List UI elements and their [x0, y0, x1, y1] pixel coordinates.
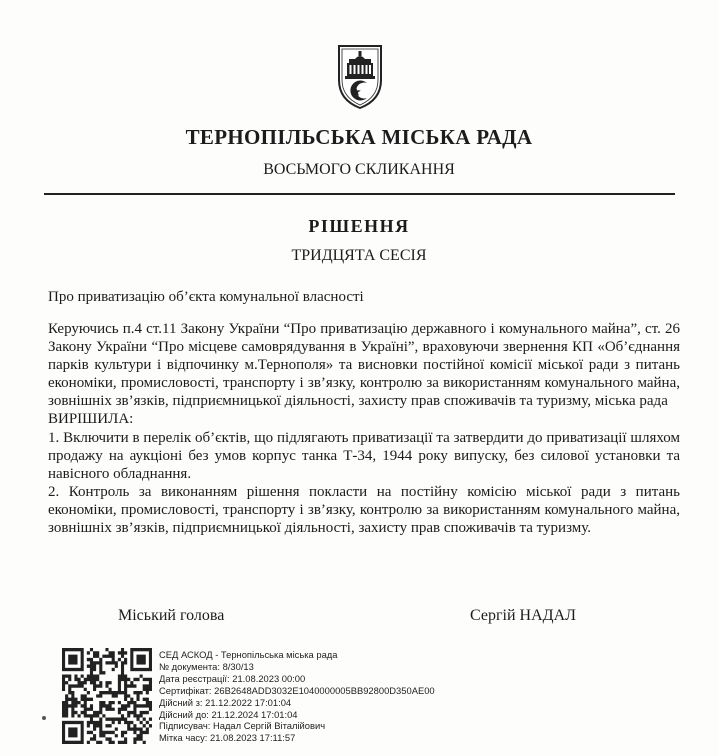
resolved-heading: ВИРІШИЛА: — [48, 411, 134, 428]
decision-item-1: 1. Включити в перелік об’єктів, що підлягають приватизації та затвердити до приватизації шляхом продажу на аукціоні без умов корпус танка Т-34, 1944 року випуску, без силової установки та навісного обладнання. — [48, 429, 680, 482]
electronic-signature-stamp — [159, 649, 435, 744]
edoc-certificate: Сертифікат: 26B2648ADD3032E1040000005BB92800D350AE00 — [159, 684, 435, 696]
document-subject: Про приватизацію об’єкта комунальної власності — [48, 289, 364, 305]
council-name: ТЕРНОПІЛЬСЬКА МІСЬКА РАДА — [185, 125, 533, 149]
edoc-system: СЕД АСКОД - Тернопільська міська рада — [159, 649, 338, 660]
edoc-timestamp: Мітка часу: 21.08.2023 17:11:57 — [159, 732, 296, 744]
edoc-registration-date: Дата реєстрації: 21.08.2023 00:00 — [159, 672, 306, 684]
decision-body — [48, 320, 680, 537]
edoc-signer: Підписувач: Надал Сергій Віталійович — [159, 720, 326, 732]
edoc-doc-number: № документа: 8/30/13 — [159, 660, 254, 672]
convocation: ВОСЬМОГО СКЛИКАННЯ — [263, 161, 455, 178]
signatory-title: Міський голова — [118, 607, 225, 624]
city-coat-of-arms-icon — [337, 40, 383, 110]
document-type-title: РІШЕННЯ — [308, 216, 410, 236]
header-divider — [44, 193, 675, 195]
edoc-valid-from: Дійсний з: 21.12.2022 17:01:04 — [159, 696, 292, 708]
scan-speck — [42, 716, 46, 720]
qr-code-icon — [62, 648, 152, 744]
edoc-valid-to: Дійсний до: 21.12.2024 17:01:04 — [159, 708, 298, 720]
signatory-name: Сергій НАДАЛ — [470, 607, 576, 624]
decision-item-2: 2. Контроль за виконанням рішення покласти на постійну комісію міської ради з питань економіки, промисловості, транспорту і зв’язку, контролю за використанням комунального майна, зовнішніх зв’язків, підприємницької діяльності, захисту прав споживачів та туризму. — [48, 483, 680, 537]
preamble-paragraph: Керуючись п.4 ст.11 Закону України “Про приватизацію державного і комунального майна”, ст. 26 Закону України “Про місцеве самоврядування в Україні”, враховуючи звернення КП «Об’єднання парків культури і відпочинку м.Тернополя» та висновки постійної комісії міської ради з питань економіки, промисловості, транспорту і зв’язку, контролю за використанням комунального майна, зовнішніх зв’язків, підприємницької діяльності, захисту прав споживачів та туризму, міська рада — [48, 321, 680, 410]
session-number: ТРИДЦЯТА СЕСІЯ — [291, 247, 427, 264]
